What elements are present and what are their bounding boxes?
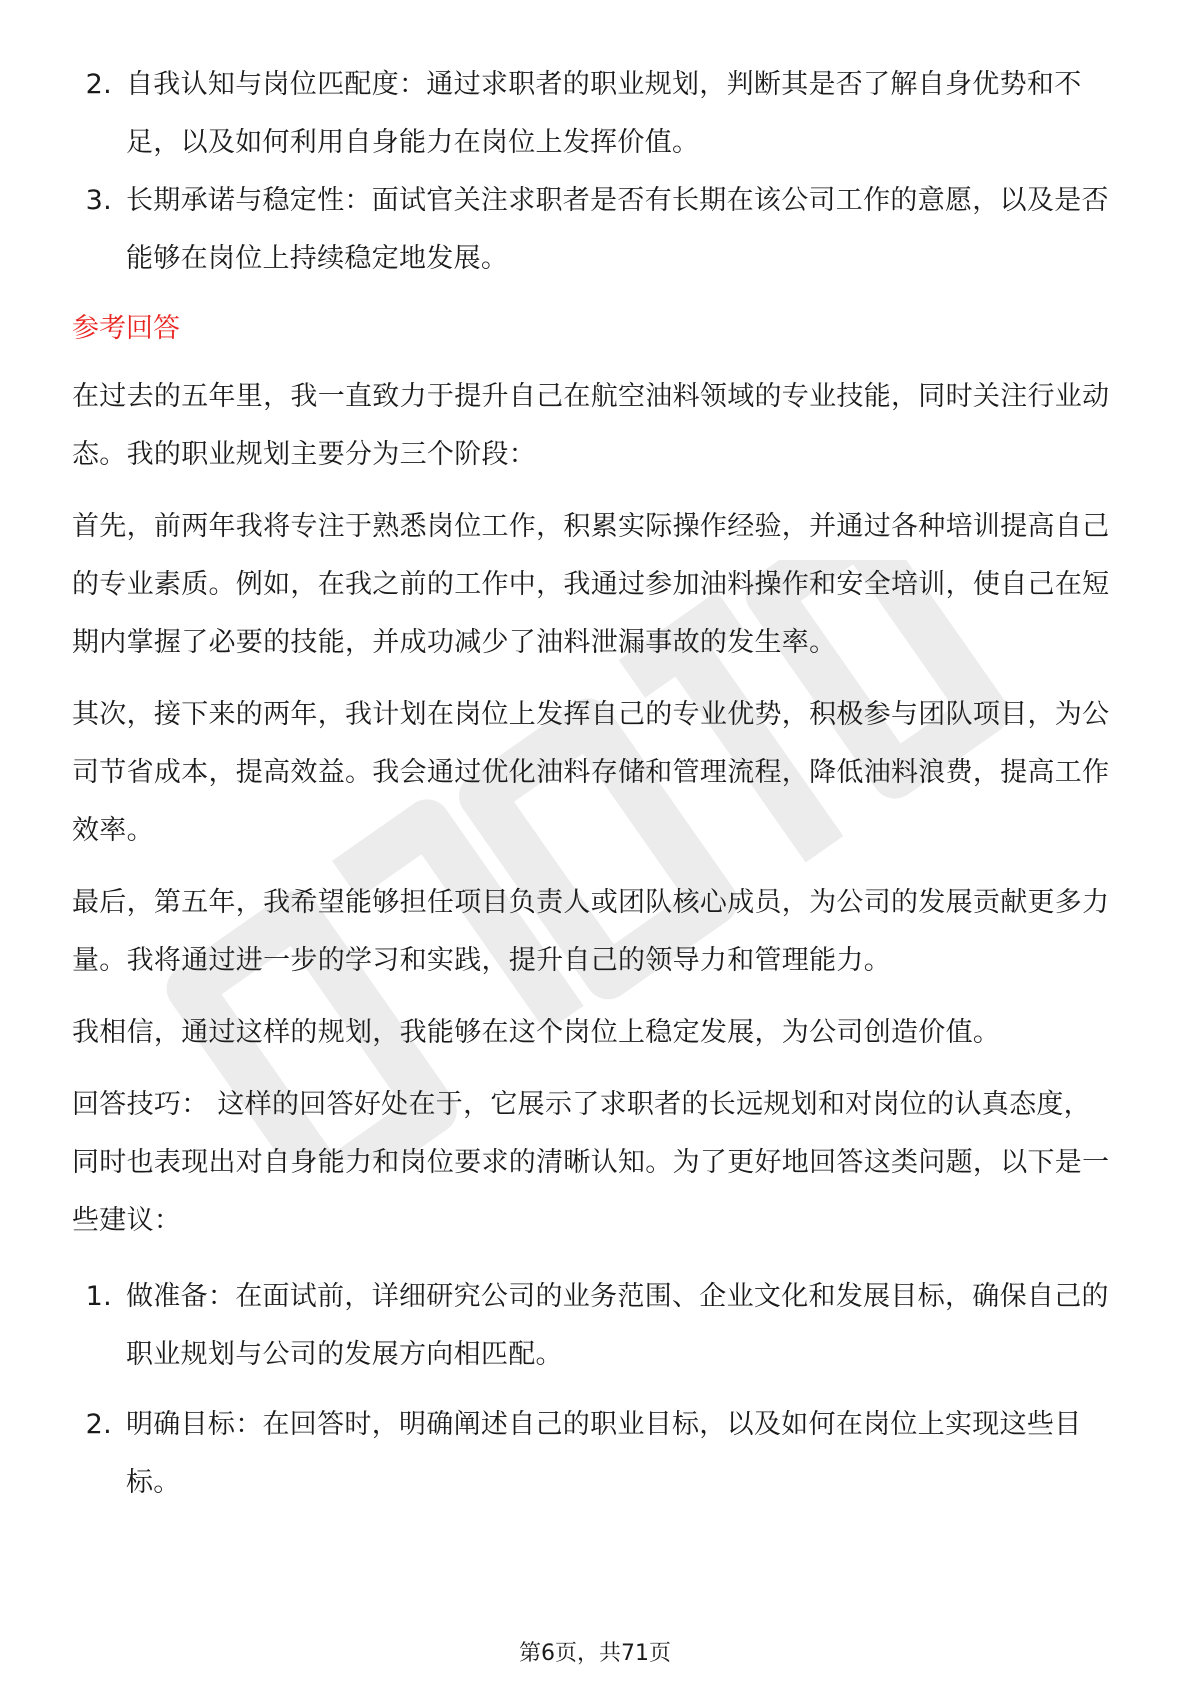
list-text: 明确目标：在回答时，明确阐述自己的职业目标，以及如何在岗位上实现这些目标。 [126,1409,1082,1498]
paragraph: 我相信，通过这样的规划，我能够在这个岗位上稳定发展，为公司创造价值。 [72,1017,1001,1048]
list-number: 2. [85,1409,112,1440]
page-footer: 第6页，共71页 [519,1641,671,1666]
list-item [72,56,1118,172]
document-page [72,56,1118,1512]
criteria-list [72,56,1118,288]
list-text: 自我认知与岗位匹配度：通过求职者的职业规划，判断其是否了解自身优势和不足，以及如何利用自身能力在岗位上发挥价值。 [126,69,1082,158]
paragraph: 其次，接下来的两年，我计划在岗位上发挥自己的专业优势，积极参与团队项目，为公司节省成本，提高效益。我会通过优化油料存储和管理流程，降低油料浪费，提高工作效率。 [72,699,1110,846]
tips-list [72,1268,1118,1512]
paragraph: 在过去的五年里，我一直致力于提升自己在航空油料领域的专业技能，同时关注行业动态。我的职业规划主要分为三个阶段： [72,381,1110,470]
paragraph: 回答技巧： 这样的回答好处在于，它展示了求职者的长远规划和对岗位的认真态度，同时也表现出对自身能力和岗位要求的清晰认知。为了更好地回答这类问题，以下是一些建议： [72,1089,1110,1236]
list-text: 长期承诺与稳定性：面试官关注求职者是否有长期在该公司工作的意愿，以及是否能够在岗位上持续稳定地发展。 [126,185,1109,274]
list-item [72,172,1118,288]
section-heading: 参考回答 [72,313,180,344]
list-item [72,1396,1118,1512]
list-text: 做准备：在面试前，详细研究公司的业务范围、企业文化和发展目标，确保自己的职业规划与公司的发展方向相匹配。 [126,1281,1109,1370]
list-number: 3. [85,185,112,216]
list-item [72,1268,1118,1384]
paragraph: 最后，第五年，我希望能够担任项目负责人或团队核心成员，为公司的发展贡献更多力量。我将通过进一步的学习和实践，提升自己的领导力和管理能力。 [72,887,1110,976]
list-number: 1. [85,1281,112,1312]
list-number: 2. [85,69,112,100]
paragraph: 首先，前两年我将专注于熟悉岗位工作，积累实际操作经验，并通过各种培训提高自己的专业素质。例如，在我之前的工作中，我通过参加油料操作和安全培训，使自己在短期内掌握了必要的技能，并成功减少了油料泄漏事故的发生率。 [72,511,1110,658]
